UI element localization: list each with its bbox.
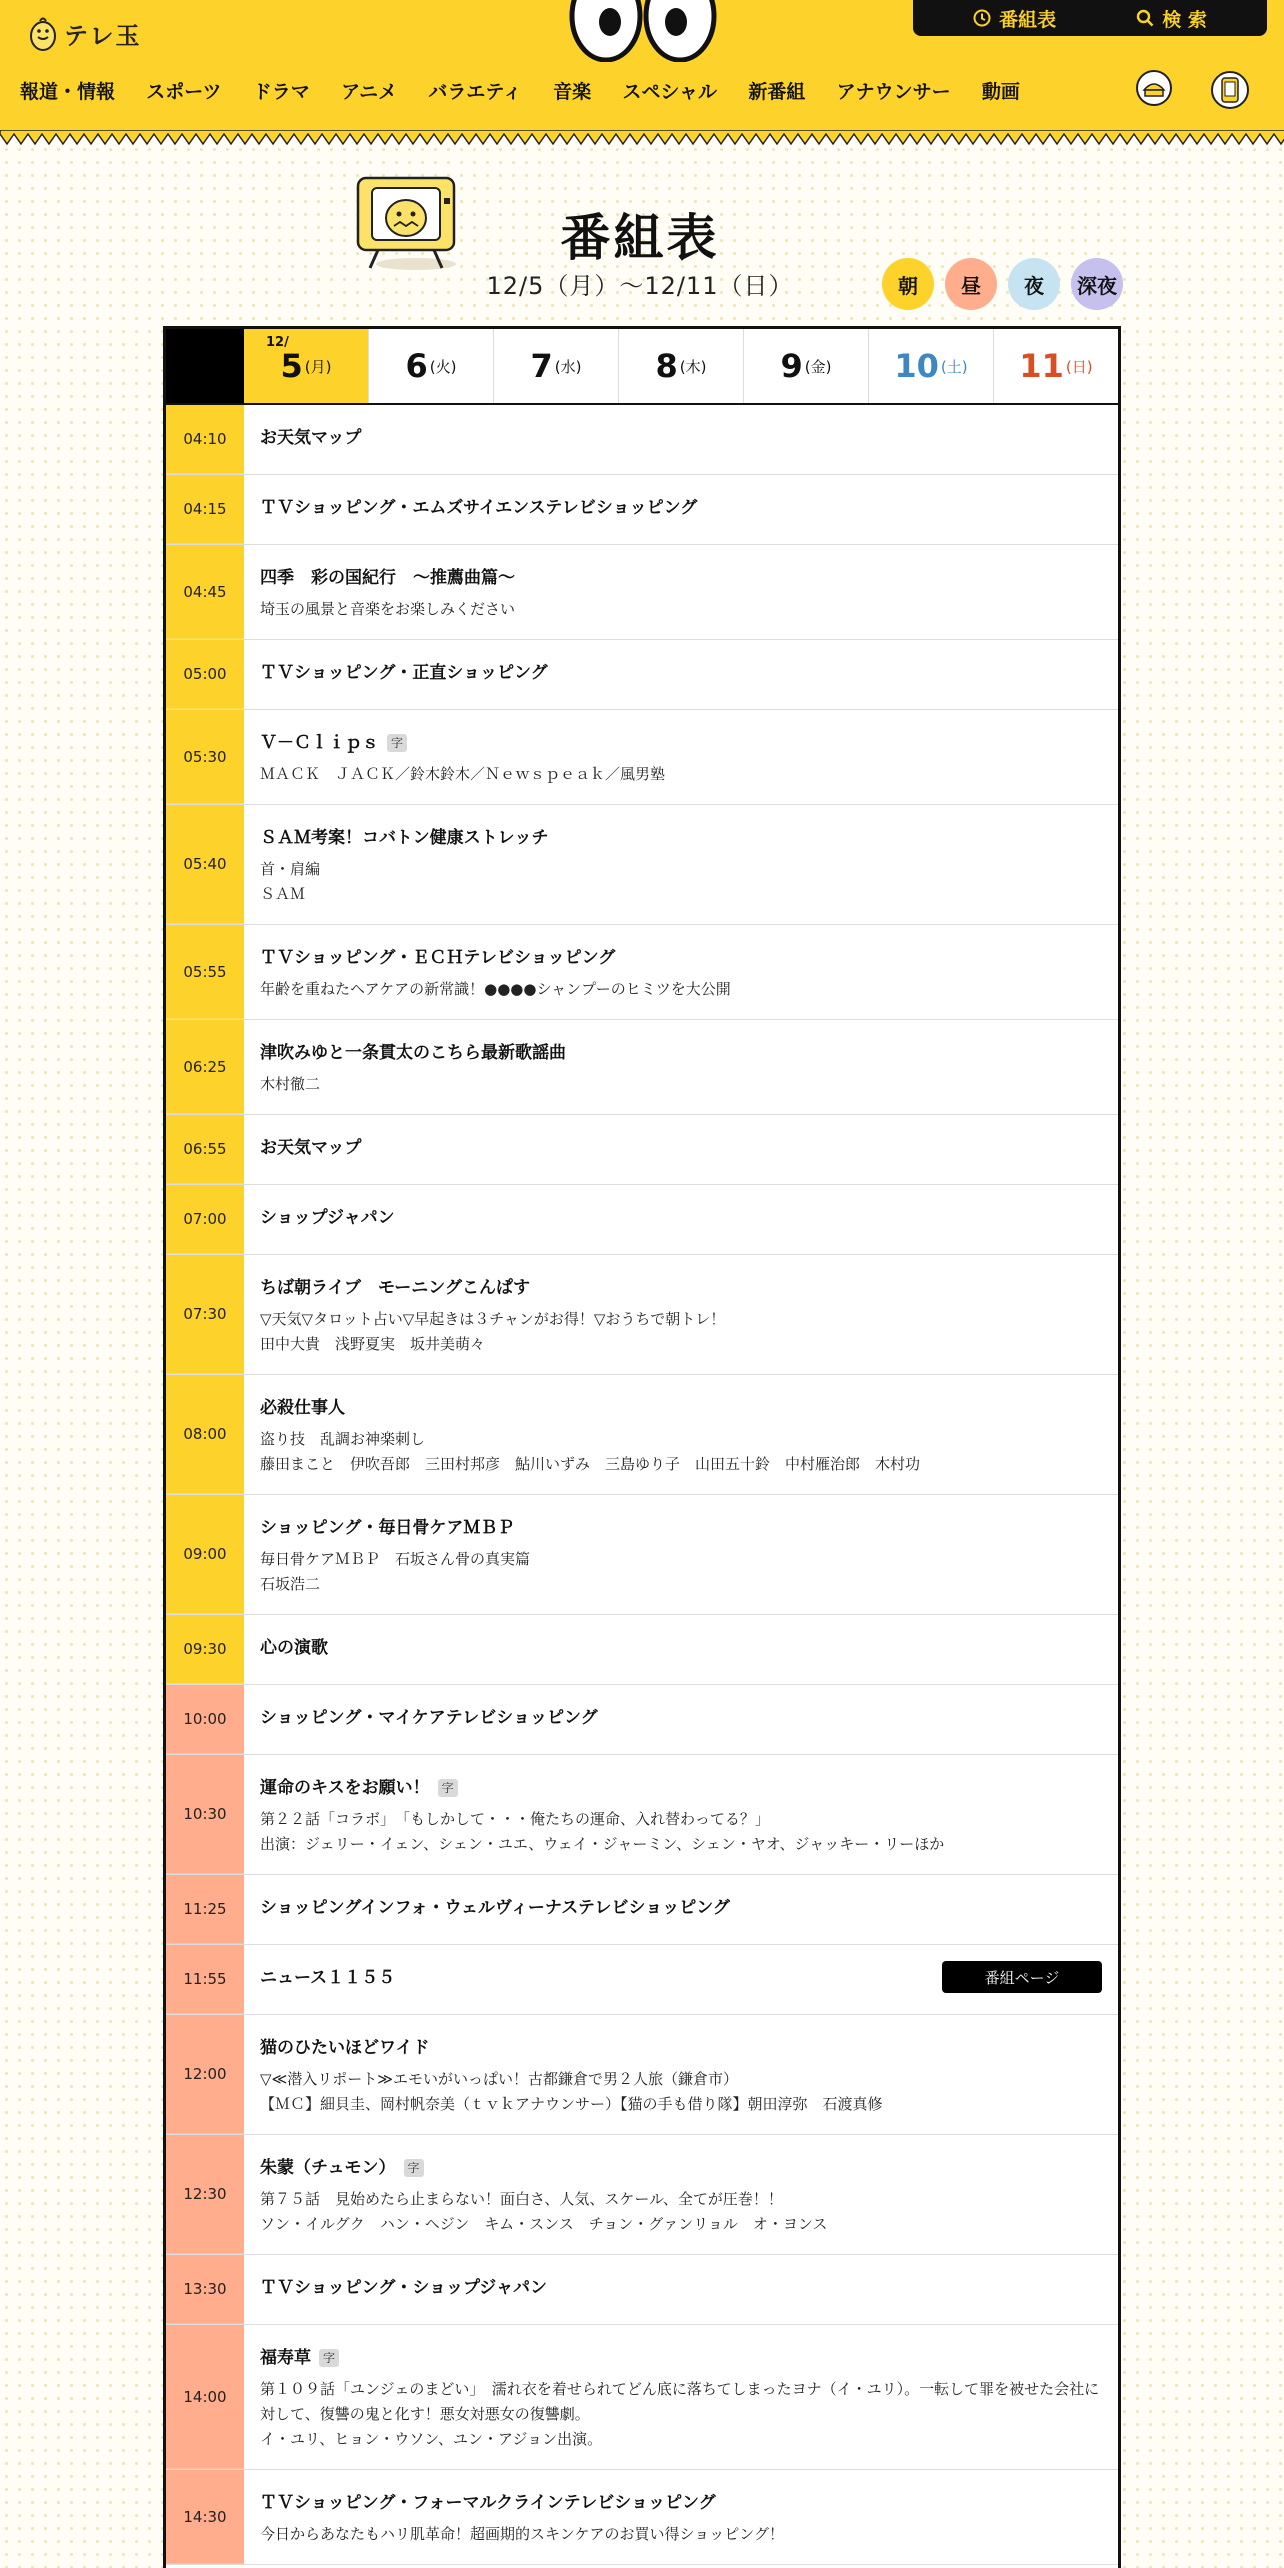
program-time: 10:00 — [166, 1685, 244, 1754]
program-row[interactable] — [166, 2135, 1118, 2255]
program-cell — [244, 475, 1118, 544]
nav-variety[interactable]: バラエティ — [428, 80, 522, 103]
period-night-button[interactable]: 夜 — [1008, 258, 1060, 310]
program-description-line: 【ＭＣ】細貝圭、岡村帆奈美（ｔｖｋアナウンサー）【猫の手も借り隊】朝田淳弥 石渡真修 — [260, 2095, 883, 2113]
program-title-line — [260, 660, 1102, 686]
program-time: 11:25 — [166, 1875, 244, 1944]
search-button[interactable] — [1136, 5, 1207, 32]
program-row[interactable] — [166, 710, 1118, 805]
day-weekday: (金) — [804, 357, 832, 376]
program-cell — [244, 710, 1118, 804]
main-nav — [20, 66, 1020, 114]
program-row[interactable] — [166, 1875, 1118, 1945]
date-range: 12/5（月）〜12/11（日） — [486, 272, 794, 300]
program-row[interactable] — [166, 2255, 1118, 2325]
program-description — [260, 597, 1102, 622]
program-cell — [244, 2470, 1118, 2564]
program-title-line — [260, 1040, 1102, 1066]
program-row[interactable] — [166, 475, 1118, 545]
program-cell — [244, 2135, 1118, 2254]
program-description — [260, 1807, 1102, 1857]
program-time: 05:55 — [166, 925, 244, 1019]
day-number: 7 — [530, 347, 553, 385]
program-title[interactable]: ショップジャパン — [260, 1208, 395, 1228]
program-time: 14:00 — [166, 2325, 244, 2469]
schedule-button-label: 番組表 — [999, 8, 1057, 31]
header-zigzag-edge — [0, 130, 1284, 148]
page-title: 番組表 — [560, 209, 720, 267]
day-number: 9 — [780, 347, 803, 385]
program-time: 14:30 — [166, 2470, 244, 2564]
program-description-line: ▽≪潜入リポート≫エモいがいっぱい！古都鎌倉で男２人旅（鎌倉市） — [260, 2070, 738, 2088]
day-month: 12/ — [266, 335, 289, 350]
program-description-line: 盗り技 乱調お神楽刺し — [260, 1430, 426, 1448]
day-number: 6 — [405, 347, 428, 385]
program-time: 06:55 — [166, 1115, 244, 1184]
program-title[interactable]: ＴＶショッピング・ＥＣＨテレビショッピング — [260, 948, 616, 968]
subtitle-badge: 字 — [404, 2159, 424, 2177]
program-row[interactable] — [166, 1615, 1118, 1685]
program-cell — [244, 1185, 1118, 1254]
program-row[interactable] — [166, 640, 1118, 710]
day-tabs — [166, 329, 1118, 405]
program-title[interactable]: Ｖ－Ｃｌｉｐｓ — [260, 733, 379, 753]
search-button-label: 検 索 — [1162, 8, 1207, 31]
program-title-line — [260, 1395, 1102, 1421]
nav-video[interactable]: 動画 — [981, 80, 1020, 103]
program-title[interactable]: ショッピング・マイケアテレビショッピング — [260, 1708, 598, 1728]
program-title[interactable]: ちば朝ライブ モーニングこんぱす — [260, 1278, 530, 1298]
day-tab[interactable] — [244, 329, 368, 403]
program-list — [166, 405, 1118, 2565]
program-page-button[interactable]: 番組ページ — [942, 1961, 1102, 1993]
day-weekday: (日) — [1065, 357, 1093, 376]
program-description — [260, 1547, 1102, 1597]
program-description-line: 第７５話 見始めたら止まらない！面白さ、人気、スケール、全てが圧巻！！ — [260, 2190, 783, 2208]
program-row[interactable] — [166, 1255, 1118, 1375]
program-title[interactable]: 猫のひたいほどワイド — [260, 2038, 430, 2058]
program-time: 05:30 — [166, 710, 244, 804]
program-description — [260, 977, 1102, 1002]
program-description — [260, 2377, 1102, 2452]
nav-drama[interactable]: ドラマ — [252, 80, 310, 103]
program-time: 04:15 — [166, 475, 244, 544]
program-time: 10:30 — [166, 1755, 244, 1874]
program-description-line: ▽天気▽タロット占い▽早起きは３チャンがお得！▽おうちで朝トレ！ — [260, 1310, 726, 1328]
program-title[interactable]: ニュース１１５５ — [260, 1968, 396, 1988]
program-time: 12:00 — [166, 2015, 244, 2134]
program-title-line — [260, 1275, 1102, 1301]
program-row[interactable] — [166, 1495, 1118, 1615]
program-description — [260, 2067, 1102, 2117]
site-logo[interactable] — [28, 14, 142, 52]
program-cell — [244, 405, 1118, 474]
program-title-line — [260, 2155, 1102, 2181]
program-time: 07:30 — [166, 1255, 244, 1374]
program-row[interactable] — [166, 925, 1118, 1020]
program-cell — [244, 1375, 1118, 1494]
program-title-line — [260, 565, 1102, 591]
program-time: 12:30 — [166, 2135, 244, 2254]
program-row[interactable] — [166, 2470, 1118, 2565]
logo-text: テレ玉 — [64, 21, 142, 50]
subtitle-badge: 字 — [319, 2349, 339, 2367]
program-description-line: 首・肩編 — [260, 860, 321, 878]
program-title[interactable]: 心の演歌 — [260, 1638, 328, 1658]
program-title-line — [260, 1515, 1102, 1541]
program-description-line: ソン・イルグク ハン・ヘジン キム・スンス チョン・グァンリョル オ・ヨンス — [260, 2215, 828, 2233]
program-cell — [244, 1685, 1118, 1754]
program-description — [260, 857, 1102, 907]
top-utility-bar — [913, 0, 1267, 36]
day-tab[interactable] — [743, 329, 868, 403]
program-title-line — [260, 495, 1102, 521]
program-time: 05:00 — [166, 640, 244, 709]
program-description — [260, 2187, 1102, 2237]
program-title[interactable]: 津吹みゆと一条貫太のこちら最新歌謡曲 — [260, 1043, 566, 1063]
program-description-line: 木村徹二 — [260, 1075, 321, 1093]
program-title-line — [260, 945, 1102, 971]
schedule-button[interactable] — [973, 5, 1056, 32]
program-cell — [244, 1755, 1118, 1874]
day-tab[interactable] — [618, 329, 743, 403]
program-time: 13:30 — [166, 2255, 244, 2324]
program-row[interactable] — [166, 545, 1118, 640]
period-late-night-button[interactable]: 深夜 — [1071, 258, 1123, 310]
tamago-shop-icon[interactable] — [1134, 62, 1174, 110]
nav-anime[interactable]: アニメ — [341, 80, 398, 103]
program-description — [260, 1072, 1102, 1097]
program-title[interactable]: ＳＡＭ考案！コバトン健康ストレッチ — [260, 828, 549, 848]
site-header — [0, 0, 1284, 132]
program-cell — [244, 2255, 1118, 2324]
program-title-line — [260, 1205, 1102, 1231]
program-title-line — [260, 1135, 1102, 1161]
program-title[interactable]: ショッピング・毎日骨ケアＭＢＰ — [260, 1518, 515, 1538]
nav-announcer[interactable]: アナウンサー — [836, 80, 951, 103]
program-cell — [244, 640, 1118, 709]
program-description-line: ＳＡＭ — [260, 885, 306, 903]
program-title[interactable]: お天気マップ — [260, 428, 362, 448]
day-tab[interactable] — [993, 329, 1118, 403]
nav-new-programs[interactable]: 新番組 — [748, 80, 806, 103]
program-time: 09:30 — [166, 1615, 244, 1684]
program-row[interactable] — [166, 2325, 1118, 2470]
program-description — [260, 1307, 1102, 1357]
program-cell — [244, 1615, 1118, 1684]
day-weekday: (土) — [940, 357, 968, 376]
program-description-line: 今日からあなたもハリ肌革命！超画期的スキンケアのお買い得ショッピング！ — [260, 2525, 784, 2543]
program-cell — [244, 1875, 1118, 1944]
program-title-line — [260, 730, 1102, 756]
program-description-line: 出演：ジェリー・イェン、シェン・ユエ、ウェイ・ジャーミン、シェン・ヤオ、ジャッキー・リーほか — [260, 1835, 945, 1853]
period-filter — [882, 258, 1123, 310]
program-row[interactable] — [166, 1185, 1118, 1255]
program-description-line: 埼玉の風景と音楽をお楽しみください — [260, 600, 516, 618]
program-title[interactable]: 四季 彩の国紀行 ～推薦曲篇～ — [260, 568, 515, 588]
program-row[interactable] — [166, 1685, 1118, 1755]
program-description — [260, 1427, 1102, 1477]
program-title[interactable]: 必殺仕事人 — [260, 1398, 345, 1418]
subtitle-badge: 字 — [438, 1779, 458, 1797]
program-title-line — [260, 1635, 1102, 1661]
nav-news[interactable]: 報道・情報 — [20, 80, 116, 103]
program-title[interactable]: ＴＶショッピング・正直ショッピング — [260, 663, 548, 683]
program-cell — [244, 2015, 1118, 2134]
program-title[interactable]: 朱蒙（チュモン） — [260, 2158, 396, 2178]
program-cell — [244, 1945, 1118, 2014]
program-time: 07:00 — [166, 1185, 244, 1254]
tamatoro-mascot-icon — [28, 14, 58, 52]
day-weekday: (火) — [429, 357, 457, 376]
program-description-line: 第２２話「コラボ」 「もしかして・・・俺たちの運命、入れ替わってる？」 — [260, 1810, 770, 1828]
program-title-line — [260, 2035, 1102, 2061]
program-title[interactable]: 福寿草 — [260, 2348, 311, 2368]
program-cell — [244, 1495, 1118, 1614]
program-description-line: 藤田まこと 伊吹吾郎 三田村邦彦 鮎川いずみ 三島ゆり子 山田五十鈴 中村雁治郎 木村功 — [260, 1455, 921, 1473]
program-time: 06:25 — [166, 1020, 244, 1114]
day-number: 11 — [1019, 347, 1064, 385]
program-schedule — [163, 326, 1121, 2568]
program-time: 08:00 — [166, 1375, 244, 1494]
program-title[interactable]: ＴＶショッピング・ショップジャパン — [260, 2278, 547, 2298]
program-row[interactable] — [166, 1755, 1118, 1875]
program-row[interactable] — [166, 805, 1118, 925]
program-time: 04:45 — [166, 545, 244, 639]
program-cell — [244, 925, 1118, 1019]
program-description-line: 田中大貴 浅野夏実 坂井美萌々 — [260, 1335, 486, 1353]
program-time: 11:55 — [166, 1945, 244, 2014]
day-number: 10 — [894, 347, 939, 385]
program-row[interactable] — [166, 405, 1118, 475]
program-title-line — [260, 1775, 1102, 1801]
day-tab[interactable] — [868, 329, 993, 403]
program-cell — [244, 545, 1118, 639]
nav-special[interactable]: スペシャル — [622, 80, 718, 103]
day-weekday: (水) — [554, 357, 582, 376]
period-morning-button[interactable]: 朝 — [882, 258, 934, 310]
nav-sports[interactable]: スポーツ — [146, 80, 222, 103]
day-weekday: (木) — [679, 357, 707, 376]
program-row[interactable] — [166, 1945, 1118, 2015]
day-number: 5 — [280, 347, 303, 385]
program-title-line — [260, 2275, 1102, 2301]
program-time: 05:40 — [166, 805, 244, 924]
mascot-eyes-icon — [568, 0, 718, 62]
search-icon — [1136, 9, 1154, 27]
program-description-line: 年齢を重ねたヘアケアの新常識！●●●●シャンプーのヒミツを大公開 — [260, 980, 731, 998]
program-title[interactable]: ＴＶショッピング・フォーマルクラインテレビショッピング — [260, 2493, 716, 2513]
program-cell — [244, 1255, 1118, 1374]
program-title-line — [260, 825, 1102, 851]
program-row[interactable] — [166, 1020, 1118, 1115]
program-description-line: イ・ユリ、ヒョン・ウソン、ユン・アジョン出演。 — [260, 2430, 603, 2448]
program-title-line — [260, 2490, 1102, 2516]
program-title[interactable]: ショッピングインフォ・ウェルヴィーナステレビショッピング — [260, 1898, 730, 1918]
program-description-line: ＭＡＣＫ ＪＡＣＫ／鈴木鈴木／Ｎｅｗｓｐｅａｋ／風男塾 — [260, 765, 666, 783]
program-title[interactable]: ＴＶショッピング・エムズサイエンステレビショッピング — [260, 498, 698, 518]
program-row[interactable] — [166, 1375, 1118, 1495]
program-description — [260, 2522, 1102, 2547]
day-tabs-corner — [166, 329, 244, 403]
program-cell — [244, 2325, 1118, 2469]
subtitle-badge: 字 — [387, 734, 407, 752]
tamago-app-icon[interactable] — [1208, 62, 1252, 112]
day-tab[interactable] — [368, 329, 493, 403]
program-title[interactable]: 運命のキスをお願い！ — [260, 1778, 430, 1798]
program-description-line: 石坂浩二 — [260, 1575, 321, 1593]
day-tab[interactable] — [493, 329, 618, 403]
program-title-line — [260, 1895, 1102, 1921]
program-cell — [244, 1020, 1118, 1114]
program-title-line — [260, 425, 1102, 451]
period-noon-button[interactable]: 昼 — [945, 258, 997, 310]
program-description-line: 毎日骨ケアＭＢＰ 石坂さん骨の真実篇 — [260, 1550, 531, 1568]
program-title-line — [260, 2345, 1102, 2371]
program-description — [260, 762, 1102, 787]
program-cell — [244, 805, 1118, 924]
program-title[interactable]: お天気マップ — [260, 1138, 362, 1158]
program-cell — [244, 1115, 1118, 1184]
nav-music[interactable]: 音楽 — [553, 80, 592, 103]
program-row[interactable] — [166, 2015, 1118, 2135]
program-description-line: 第１０９話「ユンジェのまどい」 濡れ衣を着せられてどん底に落ちてしまったヨナ（イ・ユリ）。一転して罪を被せた会社に対して、復讐の鬼と化す！悪女対悪女の復讐劇。 — [260, 2380, 1100, 2423]
program-time: 04:10 — [166, 405, 244, 474]
program-row[interactable] — [166, 1115, 1118, 1185]
day-weekday: (月) — [304, 357, 332, 376]
program-time: 09:00 — [166, 1495, 244, 1614]
program-title-line — [260, 1705, 1102, 1731]
clock-icon — [973, 9, 991, 27]
day-number: 8 — [655, 347, 678, 385]
